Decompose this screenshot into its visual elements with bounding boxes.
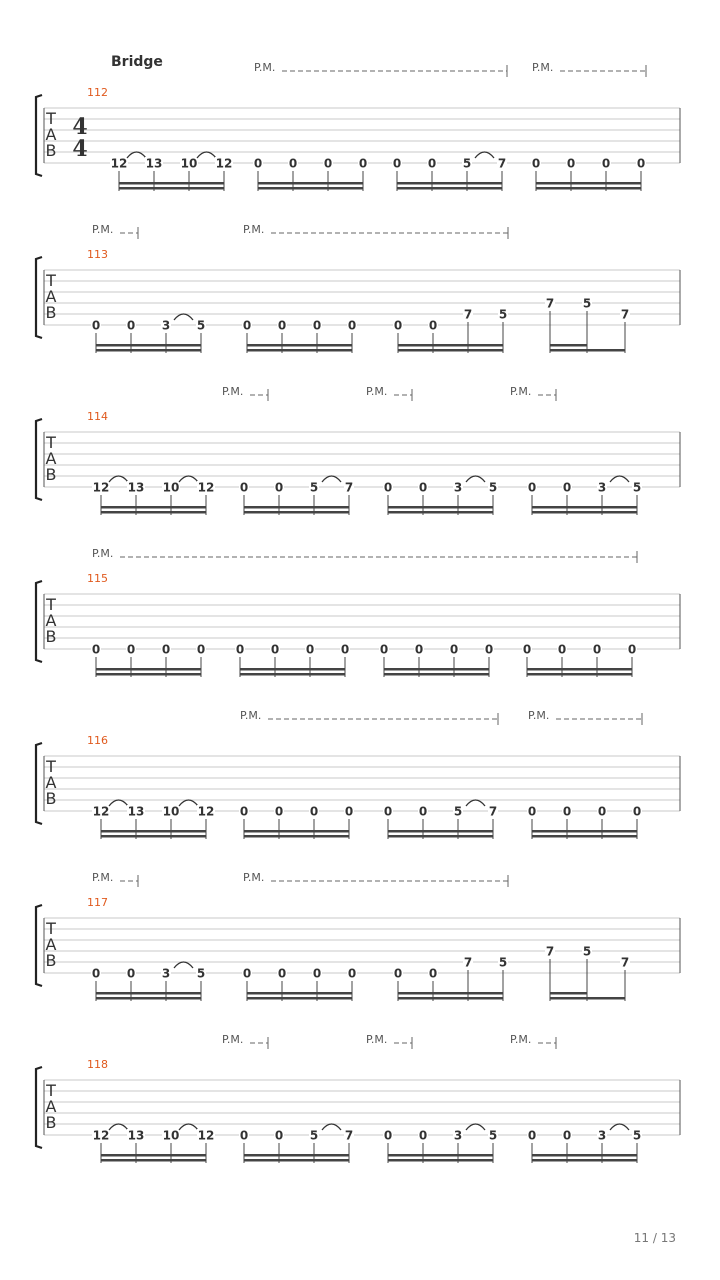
palm-mute-label: P.M. — [510, 1033, 532, 1046]
tie-arc — [109, 800, 128, 806]
palm-mute-label: P.M. — [510, 385, 532, 398]
fret-number: 0 — [288, 156, 298, 171]
fret-number: 0 — [126, 318, 136, 333]
fret-number: 5 — [196, 966, 206, 981]
system-bracket — [36, 257, 42, 338]
fret-number: 3 — [597, 1128, 607, 1143]
fret-number: 0 — [601, 156, 611, 171]
fret-number: 7 — [545, 296, 555, 311]
fret-number: 0 — [557, 642, 567, 657]
fret-number: 0 — [274, 480, 284, 495]
measure-number: 112 — [87, 86, 108, 99]
fret-number: 5 — [582, 944, 592, 959]
fret-number: 0 — [428, 318, 438, 333]
fret-number: 5 — [632, 480, 642, 495]
fret-number: 0 — [277, 966, 287, 981]
fret-number: 0 — [312, 318, 322, 333]
beam-secondary — [96, 344, 201, 347]
fret-number: 0 — [383, 804, 393, 819]
fret-number: 7 — [488, 804, 498, 819]
beam-secondary — [536, 182, 641, 185]
fret-number: 0 — [418, 1128, 428, 1143]
fret-number: 0 — [522, 642, 532, 657]
measure-number: 115 — [87, 572, 108, 585]
system-bracket — [36, 419, 42, 500]
fret-number: 5 — [488, 1128, 498, 1143]
fret-number: 7 — [344, 1128, 354, 1143]
fret-number: 12 — [197, 1128, 215, 1143]
fret-number: 0 — [428, 966, 438, 981]
beam-primary — [388, 835, 493, 838]
beam-secondary — [398, 992, 503, 995]
fret-number: 0 — [312, 966, 322, 981]
fret-number: 0 — [126, 642, 136, 657]
fret-number: 0 — [592, 642, 602, 657]
system-bracket — [36, 581, 42, 662]
beam-primary — [101, 1159, 206, 1162]
system-bracket — [36, 1067, 42, 1148]
tab-clef-letter: A — [45, 935, 57, 954]
tab-clef-letter: B — [45, 465, 57, 484]
tab-clef-letter: T — [46, 109, 56, 128]
fret-number: 10 — [180, 156, 198, 171]
fret-number: 0 — [566, 156, 576, 171]
palm-mute-label: P.M. — [92, 223, 114, 236]
fret-number: 0 — [126, 966, 136, 981]
beam-primary — [388, 1159, 493, 1162]
beam-secondary — [244, 1154, 349, 1157]
fret-number: 3 — [453, 480, 463, 495]
tab-clef-letter: B — [45, 303, 57, 322]
fret-number: 3 — [161, 318, 171, 333]
fret-number: 0 — [239, 480, 249, 495]
fret-number: 0 — [91, 966, 101, 981]
fret-number: 12 — [215, 156, 233, 171]
palm-mute-label: P.M. — [222, 1033, 244, 1046]
tab-clef-letter: T — [46, 919, 56, 938]
fret-number: 7 — [497, 156, 507, 171]
fret-number: 7 — [620, 955, 630, 970]
beam-primary — [244, 1159, 349, 1162]
fret-number: 12 — [92, 804, 110, 819]
time-signature-denominator: 4 — [72, 136, 88, 162]
tie-arc — [475, 152, 494, 158]
beam-primary — [536, 187, 641, 190]
tab-clef-letter: A — [45, 611, 57, 630]
tab-clef-letter: B — [45, 789, 57, 808]
beam-secondary — [240, 668, 345, 671]
fret-number: 0 — [383, 480, 393, 495]
beam-primary — [240, 673, 345, 676]
beam-secondary — [384, 668, 489, 671]
fret-number: 5 — [462, 156, 472, 171]
beam-secondary — [247, 992, 352, 995]
beam-primary — [397, 187, 502, 190]
system-bracket — [36, 95, 42, 176]
tab-clef-letter: B — [45, 1113, 57, 1132]
tab-clef-letter: T — [46, 1081, 56, 1100]
beam-primary — [532, 1159, 637, 1162]
fret-number: 5 — [498, 955, 508, 970]
tab-clef-letter: T — [46, 757, 56, 776]
fret-number: 13 — [127, 1128, 145, 1143]
fret-number: 0 — [253, 156, 263, 171]
measure-number: 118 — [87, 1058, 108, 1071]
beam-secondary — [532, 1154, 637, 1157]
measure-number: 116 — [87, 734, 108, 747]
tie-arc — [179, 800, 198, 806]
tie-arc — [179, 1124, 198, 1130]
fret-number: 7 — [463, 955, 473, 970]
beam-primary — [247, 349, 352, 352]
beam-primary — [384, 673, 489, 676]
tie-arc — [174, 314, 193, 320]
fret-number: 0 — [344, 804, 354, 819]
fret-number: 5 — [632, 1128, 642, 1143]
beam-secondary — [119, 182, 224, 185]
fret-number: 5 — [309, 1128, 319, 1143]
fret-number: 0 — [305, 642, 315, 657]
beam-secondary — [398, 344, 503, 347]
beam-primary — [532, 835, 637, 838]
fret-number: 3 — [597, 480, 607, 495]
fret-number: 0 — [527, 804, 537, 819]
measure-number: 117 — [87, 896, 108, 909]
fret-number: 5 — [309, 480, 319, 495]
beam-secondary — [244, 506, 349, 509]
fret-number: 13 — [127, 804, 145, 819]
beam-primary — [247, 997, 352, 1000]
beam-secondary — [388, 1154, 493, 1157]
beam-primary — [550, 997, 625, 1000]
tie-arc — [109, 1124, 128, 1130]
beam-secondary — [388, 506, 493, 509]
fret-number: 0 — [562, 480, 572, 495]
fret-number: 0 — [161, 642, 171, 657]
fret-number: 0 — [418, 804, 428, 819]
fret-number: 10 — [162, 1128, 180, 1143]
tab-clef-letter: T — [46, 433, 56, 452]
beam-primary — [96, 349, 201, 352]
fret-number: 0 — [274, 1128, 284, 1143]
palm-mute-label: P.M. — [92, 871, 114, 884]
fret-number: 0 — [274, 804, 284, 819]
system-bracket — [36, 905, 42, 986]
fret-number: 0 — [383, 1128, 393, 1143]
tab-clef-letter: B — [45, 627, 57, 646]
fret-number: 0 — [196, 642, 206, 657]
beam-primary — [101, 511, 206, 514]
beam-primary — [388, 511, 493, 514]
beam-primary — [119, 187, 224, 190]
fret-number: 0 — [347, 966, 357, 981]
fret-number: 13 — [145, 156, 163, 171]
fret-number: 0 — [340, 642, 350, 657]
palm-mute-label: P.M. — [243, 223, 265, 236]
fret-number: 0 — [484, 642, 494, 657]
beam-primary — [101, 835, 206, 838]
beam-secondary — [532, 830, 637, 833]
beam-secondary — [101, 830, 206, 833]
fret-number: 0 — [393, 318, 403, 333]
fret-number: 0 — [347, 318, 357, 333]
fret-number: 0 — [270, 642, 280, 657]
fret-number: 0 — [91, 642, 101, 657]
tie-arc — [197, 152, 216, 158]
fret-number: 0 — [242, 966, 252, 981]
fret-number: 0 — [527, 1128, 537, 1143]
fret-number: 0 — [239, 804, 249, 819]
tab-clef-letter: A — [45, 1097, 57, 1116]
beam-primary — [398, 997, 503, 1000]
fret-number: 7 — [344, 480, 354, 495]
fret-number: 0 — [627, 642, 637, 657]
fret-number: 0 — [562, 1128, 572, 1143]
fret-number: 5 — [498, 307, 508, 322]
beam-secondary — [96, 668, 201, 671]
palm-mute-label: P.M. — [240, 709, 262, 722]
palm-mute-label: P.M. — [366, 1033, 388, 1046]
beam-secondary — [388, 830, 493, 833]
fret-number: 7 — [545, 944, 555, 959]
tab-clef-letter: A — [45, 287, 57, 306]
tab-clef-letter: A — [45, 773, 57, 792]
tab-clef-letter: T — [46, 271, 56, 290]
fret-number: 0 — [449, 642, 459, 657]
fret-number: 0 — [632, 804, 642, 819]
beam-secondary — [247, 344, 352, 347]
tie-arc — [174, 962, 193, 968]
palm-mute-label: P.M. — [243, 871, 265, 884]
palm-mute-label: P.M. — [92, 547, 114, 560]
beam-primary — [527, 673, 632, 676]
fret-number: 0 — [393, 966, 403, 981]
system-bracket — [36, 743, 42, 824]
tie-arc — [127, 152, 146, 158]
fret-number: 0 — [358, 156, 368, 171]
palm-mute-label: P.M. — [222, 385, 244, 398]
fret-number: 0 — [427, 156, 437, 171]
tie-arc — [322, 476, 341, 482]
fret-number: 12 — [92, 1128, 110, 1143]
fret-number: 12 — [110, 156, 128, 171]
tab-clef-letter: A — [45, 449, 57, 468]
palm-mute-label: P.M. — [254, 61, 276, 74]
section-title: Bridge — [111, 54, 163, 70]
fret-number: 7 — [463, 307, 473, 322]
beam-primary — [244, 835, 349, 838]
tie-arc — [466, 476, 485, 482]
fret-number: 0 — [531, 156, 541, 171]
beam-secondary — [101, 506, 206, 509]
beam-primary — [96, 997, 201, 1000]
fret-number: 12 — [197, 480, 215, 495]
fret-number: 0 — [91, 318, 101, 333]
fret-number: 0 — [235, 642, 245, 657]
fret-number: 7 — [620, 307, 630, 322]
beam-primary — [398, 349, 503, 352]
fret-number: 0 — [277, 318, 287, 333]
tie-arc — [466, 800, 485, 806]
fret-number: 0 — [597, 804, 607, 819]
tab-clef-letter: B — [45, 141, 57, 160]
fret-number: 0 — [414, 642, 424, 657]
fret-number: 0 — [527, 480, 537, 495]
fret-number: 0 — [242, 318, 252, 333]
fret-number: 10 — [162, 804, 180, 819]
tie-arc — [610, 476, 629, 482]
beam-secondary — [532, 506, 637, 509]
fret-number: 5 — [453, 804, 463, 819]
fret-number: 12 — [92, 480, 110, 495]
tie-arc — [109, 476, 128, 482]
fret-number: 5 — [488, 480, 498, 495]
fret-number: 0 — [379, 642, 389, 657]
beam-secondary — [397, 182, 502, 185]
fret-number: 3 — [453, 1128, 463, 1143]
time-signature-numerator: 4 — [72, 114, 88, 140]
palm-mute-label: P.M. — [366, 385, 388, 398]
fret-number: 12 — [197, 804, 215, 819]
tab-clef-letter: T — [46, 595, 56, 614]
fret-number: 5 — [196, 318, 206, 333]
fret-number: 0 — [309, 804, 319, 819]
tie-arc — [322, 1124, 341, 1130]
tie-arc — [466, 1124, 485, 1130]
tab-clef-letter: A — [45, 125, 57, 144]
measure-number: 113 — [87, 248, 108, 261]
beam-secondary — [550, 344, 587, 347]
page-number: 11 / 13 — [633, 1231, 676, 1245]
palm-mute-label: P.M. — [532, 61, 554, 74]
fret-number: 0 — [636, 156, 646, 171]
fret-number: 3 — [161, 966, 171, 981]
fret-number: 0 — [418, 480, 428, 495]
beam-secondary — [550, 992, 587, 995]
beam-secondary — [244, 830, 349, 833]
fret-number: 5 — [582, 296, 592, 311]
beam-primary — [550, 349, 625, 352]
tab-clef-letter: B — [45, 951, 57, 970]
tie-arc — [179, 476, 198, 482]
beam-primary — [532, 511, 637, 514]
fret-number: 10 — [162, 480, 180, 495]
fret-number: 13 — [127, 480, 145, 495]
fret-number: 0 — [562, 804, 572, 819]
fret-number: 0 — [392, 156, 402, 171]
beam-primary — [258, 187, 363, 190]
fret-number: 0 — [323, 156, 333, 171]
beam-primary — [244, 511, 349, 514]
beam-primary — [96, 673, 201, 676]
beam-secondary — [96, 992, 201, 995]
fret-number: 0 — [239, 1128, 249, 1143]
tie-arc — [610, 1124, 629, 1130]
beam-secondary — [101, 1154, 206, 1157]
beam-secondary — [258, 182, 363, 185]
beam-secondary — [527, 668, 632, 671]
measure-number: 114 — [87, 410, 108, 423]
palm-mute-label: P.M. — [528, 709, 550, 722]
